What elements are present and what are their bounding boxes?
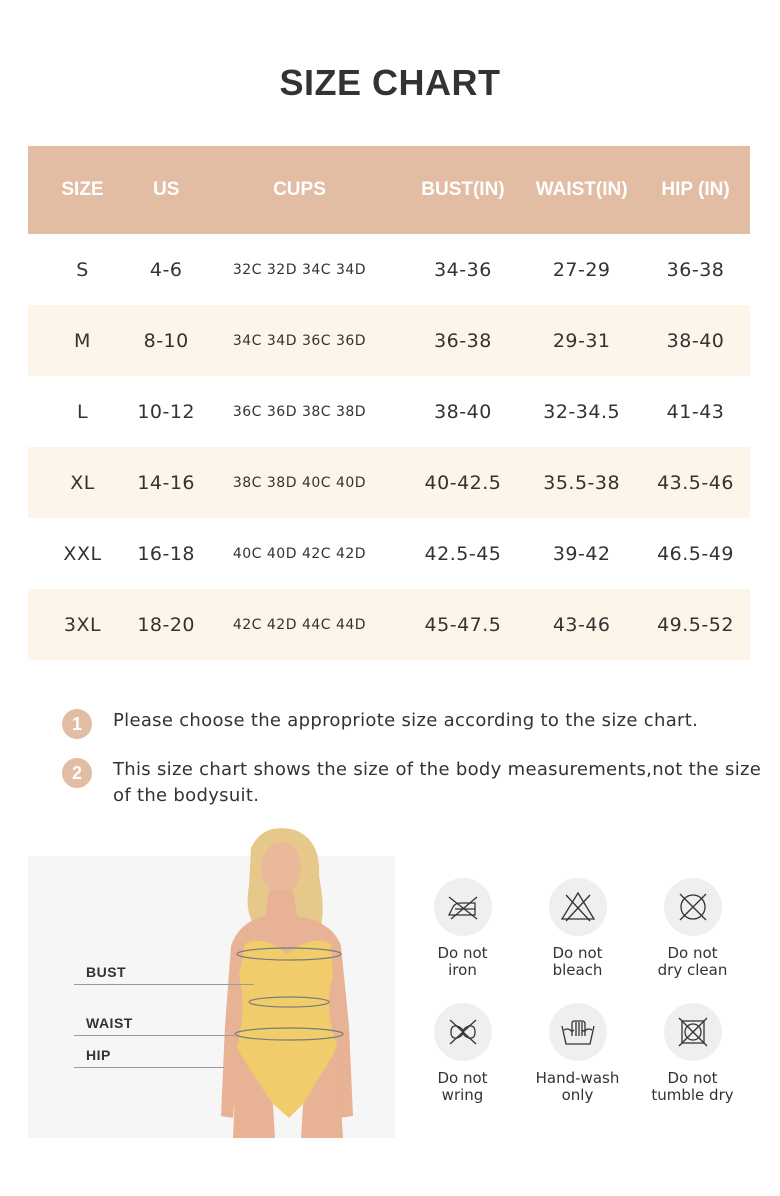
cell-size: M [74,329,91,352]
hip-label: HIP [86,1047,111,1063]
bust-label: BUST [86,964,127,980]
header-size: SIZE [61,179,104,200]
cell-bust: 40-42.5 [424,471,502,494]
cell-hip: 46.5-49 [657,542,734,565]
cell-hip: 43.5-46 [657,471,734,494]
cell-us: 10-12 [137,400,196,423]
cell-us: 14-16 [137,471,196,494]
table-row [28,305,750,376]
care-item-do-not-bleach [520,878,635,979]
care-item-do-not-tumble-dry [635,1003,750,1104]
cell-size: S [76,258,89,281]
care-label: Hand-wash only [535,1069,620,1104]
table-row [28,234,750,305]
model-measurement-photo [28,856,395,1138]
cell-bust: 36-38 [434,329,492,352]
cell-bust: 38-40 [434,400,492,423]
do-not-wring-icon [434,1003,492,1061]
cell-waist: 27-29 [552,258,611,281]
cell-hip: 38-40 [666,329,725,352]
cell-waist: 35.5-38 [543,471,621,494]
size-notes [62,708,762,827]
cell-hip: 36-38 [666,258,725,281]
cell-us: 18-20 [137,613,196,636]
do-not-tumble-dry-icon [664,1003,722,1061]
do-not-iron-icon [434,878,492,936]
cell-waist: 29-31 [552,329,611,352]
care-item-do-not-iron [405,878,520,979]
table-row [28,376,750,447]
cell-bust: 45-47.5 [424,613,502,636]
note-text: Please choose the appropriote size according to the size chart. [113,710,699,731]
cell-cups: 36C 36D 38C 38D [232,403,367,420]
cell-bust: 34-36 [434,258,492,281]
cell-cups: 34C 34D 36C 36D [232,332,367,349]
cell-us: 4-6 [149,258,183,281]
page-title: SIZE CHART [279,62,501,103]
cell-cups: 32C 32D 34C 34D [232,261,367,278]
cell-cups: 42C 42D 44C 44D [232,616,367,633]
cell-size: L [76,400,89,423]
note-item [62,708,762,739]
care-label: Do not iron [437,944,488,979]
header-bust: BUST(IN) [421,179,505,200]
header-cups: CUPS [273,179,326,200]
waist-label: WAIST [86,1015,133,1031]
cell-hip: 49.5-52 [657,613,734,636]
table-header-row [28,146,750,234]
cell-bust: 42.5-45 [424,542,502,565]
table-row [28,518,750,589]
do-not-dry-clean-icon [664,878,722,936]
cell-size: 3XL [63,613,102,636]
size-chart-table [28,146,750,660]
hand-wash-icon [549,1003,607,1061]
do-not-bleach-icon [549,878,607,936]
header-hip: HIP (IN) [661,179,730,200]
cell-waist: 39-42 [552,542,611,565]
care-label: Do not tumble dry [651,1069,734,1104]
cell-hip: 41-43 [666,400,725,423]
hip-line [74,1067,224,1068]
care-item-do-not-dry-clean [635,878,750,979]
header-us: US [152,179,180,200]
care-item-do-not-wring [405,1003,520,1104]
cell-cups: 40C 40D 42C 42D [232,545,367,562]
care-label: Do not bleach [552,944,603,979]
note-text: This size chart shows the size of the body measurements,not the size of the bodysuit. [113,759,762,806]
table-row [28,589,750,660]
note-item [62,757,762,809]
care-label: Do not wring [437,1069,488,1104]
header-waist: WAIST(IN) [535,179,628,200]
cell-size: XL [70,471,95,494]
cell-waist: 43-46 [552,613,611,636]
care-label: Do not dry clean [657,944,728,979]
model-figure-image [203,826,373,1138]
cell-size: XXL [63,542,102,565]
table-row [28,447,750,518]
waist-line [74,1035,234,1036]
number-badge-icon: 1 [62,709,92,739]
cell-waist: 32-34.5 [543,400,621,423]
cell-us: 8-10 [143,329,189,352]
number-badge-icon: 2 [62,758,92,788]
cell-cups: 38C 38D 40C 40D [232,474,367,491]
care-item-hand-wash [520,1003,635,1104]
cell-us: 16-18 [137,542,196,565]
bust-line [74,984,254,985]
